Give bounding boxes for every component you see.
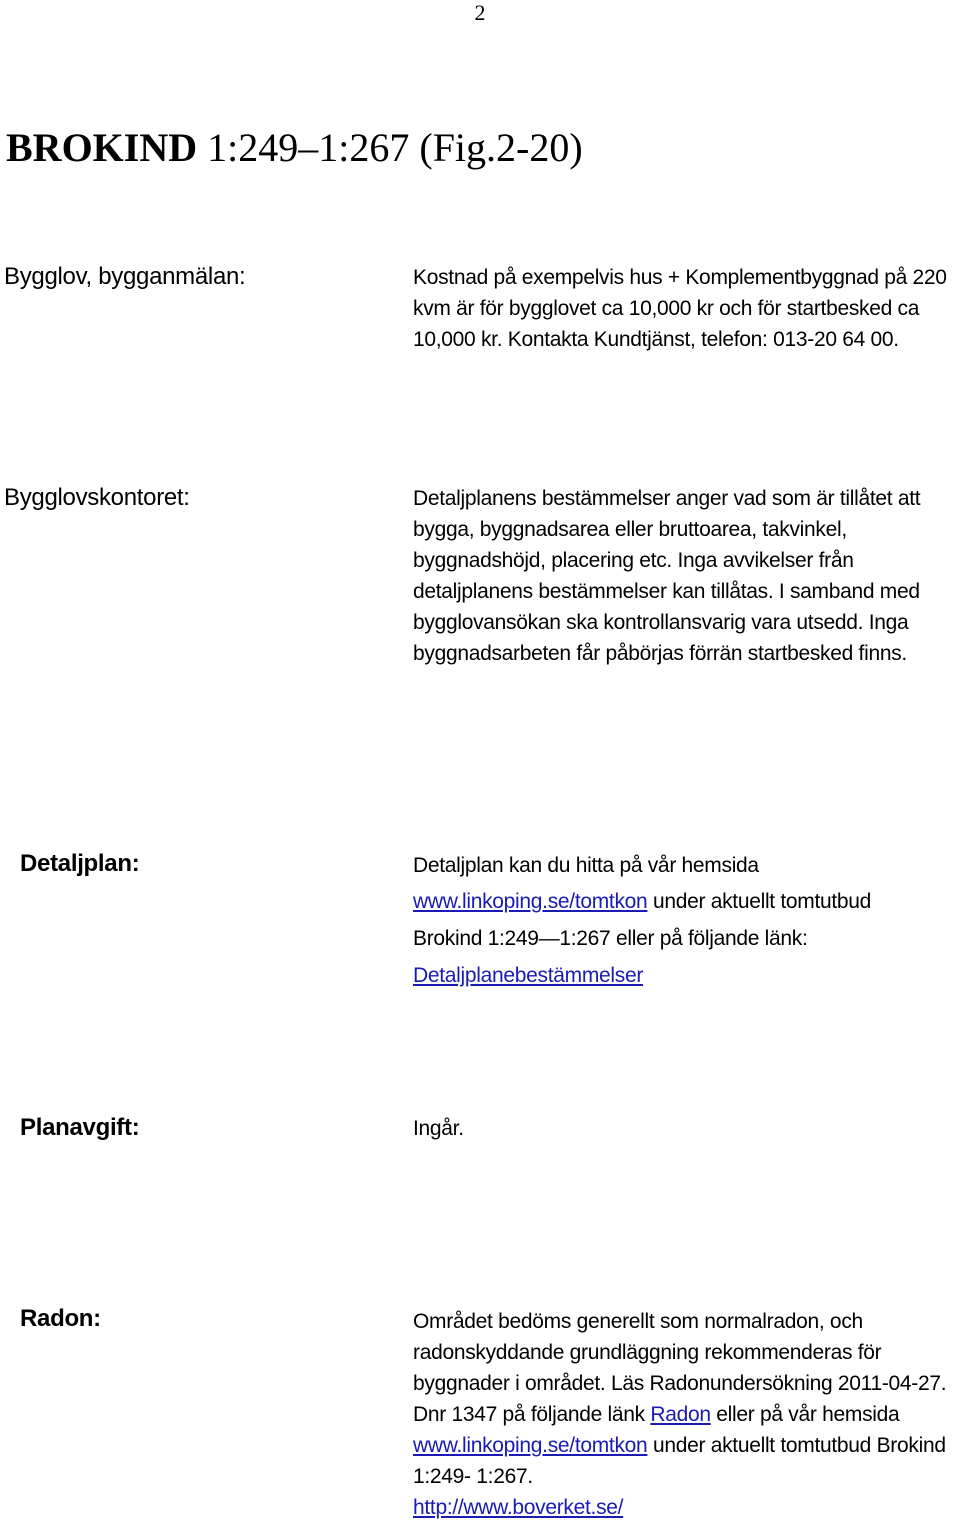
detaljplan-link-suffix: under aktuellt tomtutbud: [647, 890, 872, 913]
detaljplan-intro: Detaljplan kan du hitta på vår hemsida: [413, 854, 759, 877]
detaljplan-property-line: Brokind 1:249—1:267 eller på följande länk:: [413, 927, 808, 950]
bygglovskontoret-label: Bygglovskontoret:: [4, 484, 190, 511]
radon-link[interactable]: Radon: [650, 1403, 711, 1426]
radon-text: [413, 1306, 958, 1523]
detaljplan-label: Detaljplan:: [20, 850, 140, 877]
detaljplan-link2-line: [413, 957, 958, 994]
detaljplanebestammelser-link[interactable]: Detaljplanebestämmelser: [413, 964, 644, 987]
radon-text-part3: under aktuellt tomtutbud Brokind 1:249- 1:267.: [413, 1434, 946, 1488]
detaljplan-link-line: [413, 883, 958, 920]
title-place-name: BROKIND: [6, 125, 198, 170]
radon-text-part2: eller på vår hemsida: [710, 1403, 900, 1426]
bygglov-text: [413, 262, 958, 355]
radon-linkoping-tomtkon-link[interactable]: www.linkoping.se/tomtkon: [413, 1434, 648, 1457]
bygglov-paragraph: Kostnad på exempelvis hus + Komplementbyggnad på 220 kvm är för bygglovet ca 10,000 kr och för startbesked ca 10,000 kr. Kontakta Kundtjänst, telefon: 013-20 64 00.: [413, 266, 947, 351]
bygglov-label: Bygglov, bygganmälan:: [4, 263, 246, 290]
bygglovskontoret-text: [413, 483, 958, 669]
planavgift-label: Planavgift:: [20, 1114, 140, 1141]
linkoping-tomtkon-link[interactable]: www.linkoping.se/tomtkon: [413, 890, 648, 913]
page-number: 2: [474, 0, 486, 25]
title-property-range: 1:249–1:267 (Fig.2-20): [197, 125, 583, 170]
boverket-link[interactable]: http://www.boverket.se/: [413, 1496, 624, 1519]
page-title: [6, 122, 583, 174]
detaljplan-text: [413, 849, 958, 994]
radon-paragraph: [413, 1306, 958, 1523]
radon-label: Radon:: [20, 1305, 101, 1332]
bygglovskontoret-paragraph: Detaljplanens bestämmelser anger vad som är tillåtet att bygga, byggnadsarea eller bruttoarea, takvinkel, byggnadshöjd, placering etc. Inga avvikelser från detaljplanens bestämmelser kan tillåtas. I samband med bygglovansökan ska kontrollansvarig vara utsedd. Inga byggnadsarbeten får påbörjas förrän startbesked finns.: [413, 487, 921, 665]
radon-text-part1: Området bedöms generellt som normalradon, och radonskyddande grundläggning rekommenderas för byggnader i området. Läs Radonundersökning 2011-04-27. Dnr 1347 på följande länk: [413, 1310, 947, 1426]
planavgift-text: Ingår.: [413, 1117, 464, 1140]
